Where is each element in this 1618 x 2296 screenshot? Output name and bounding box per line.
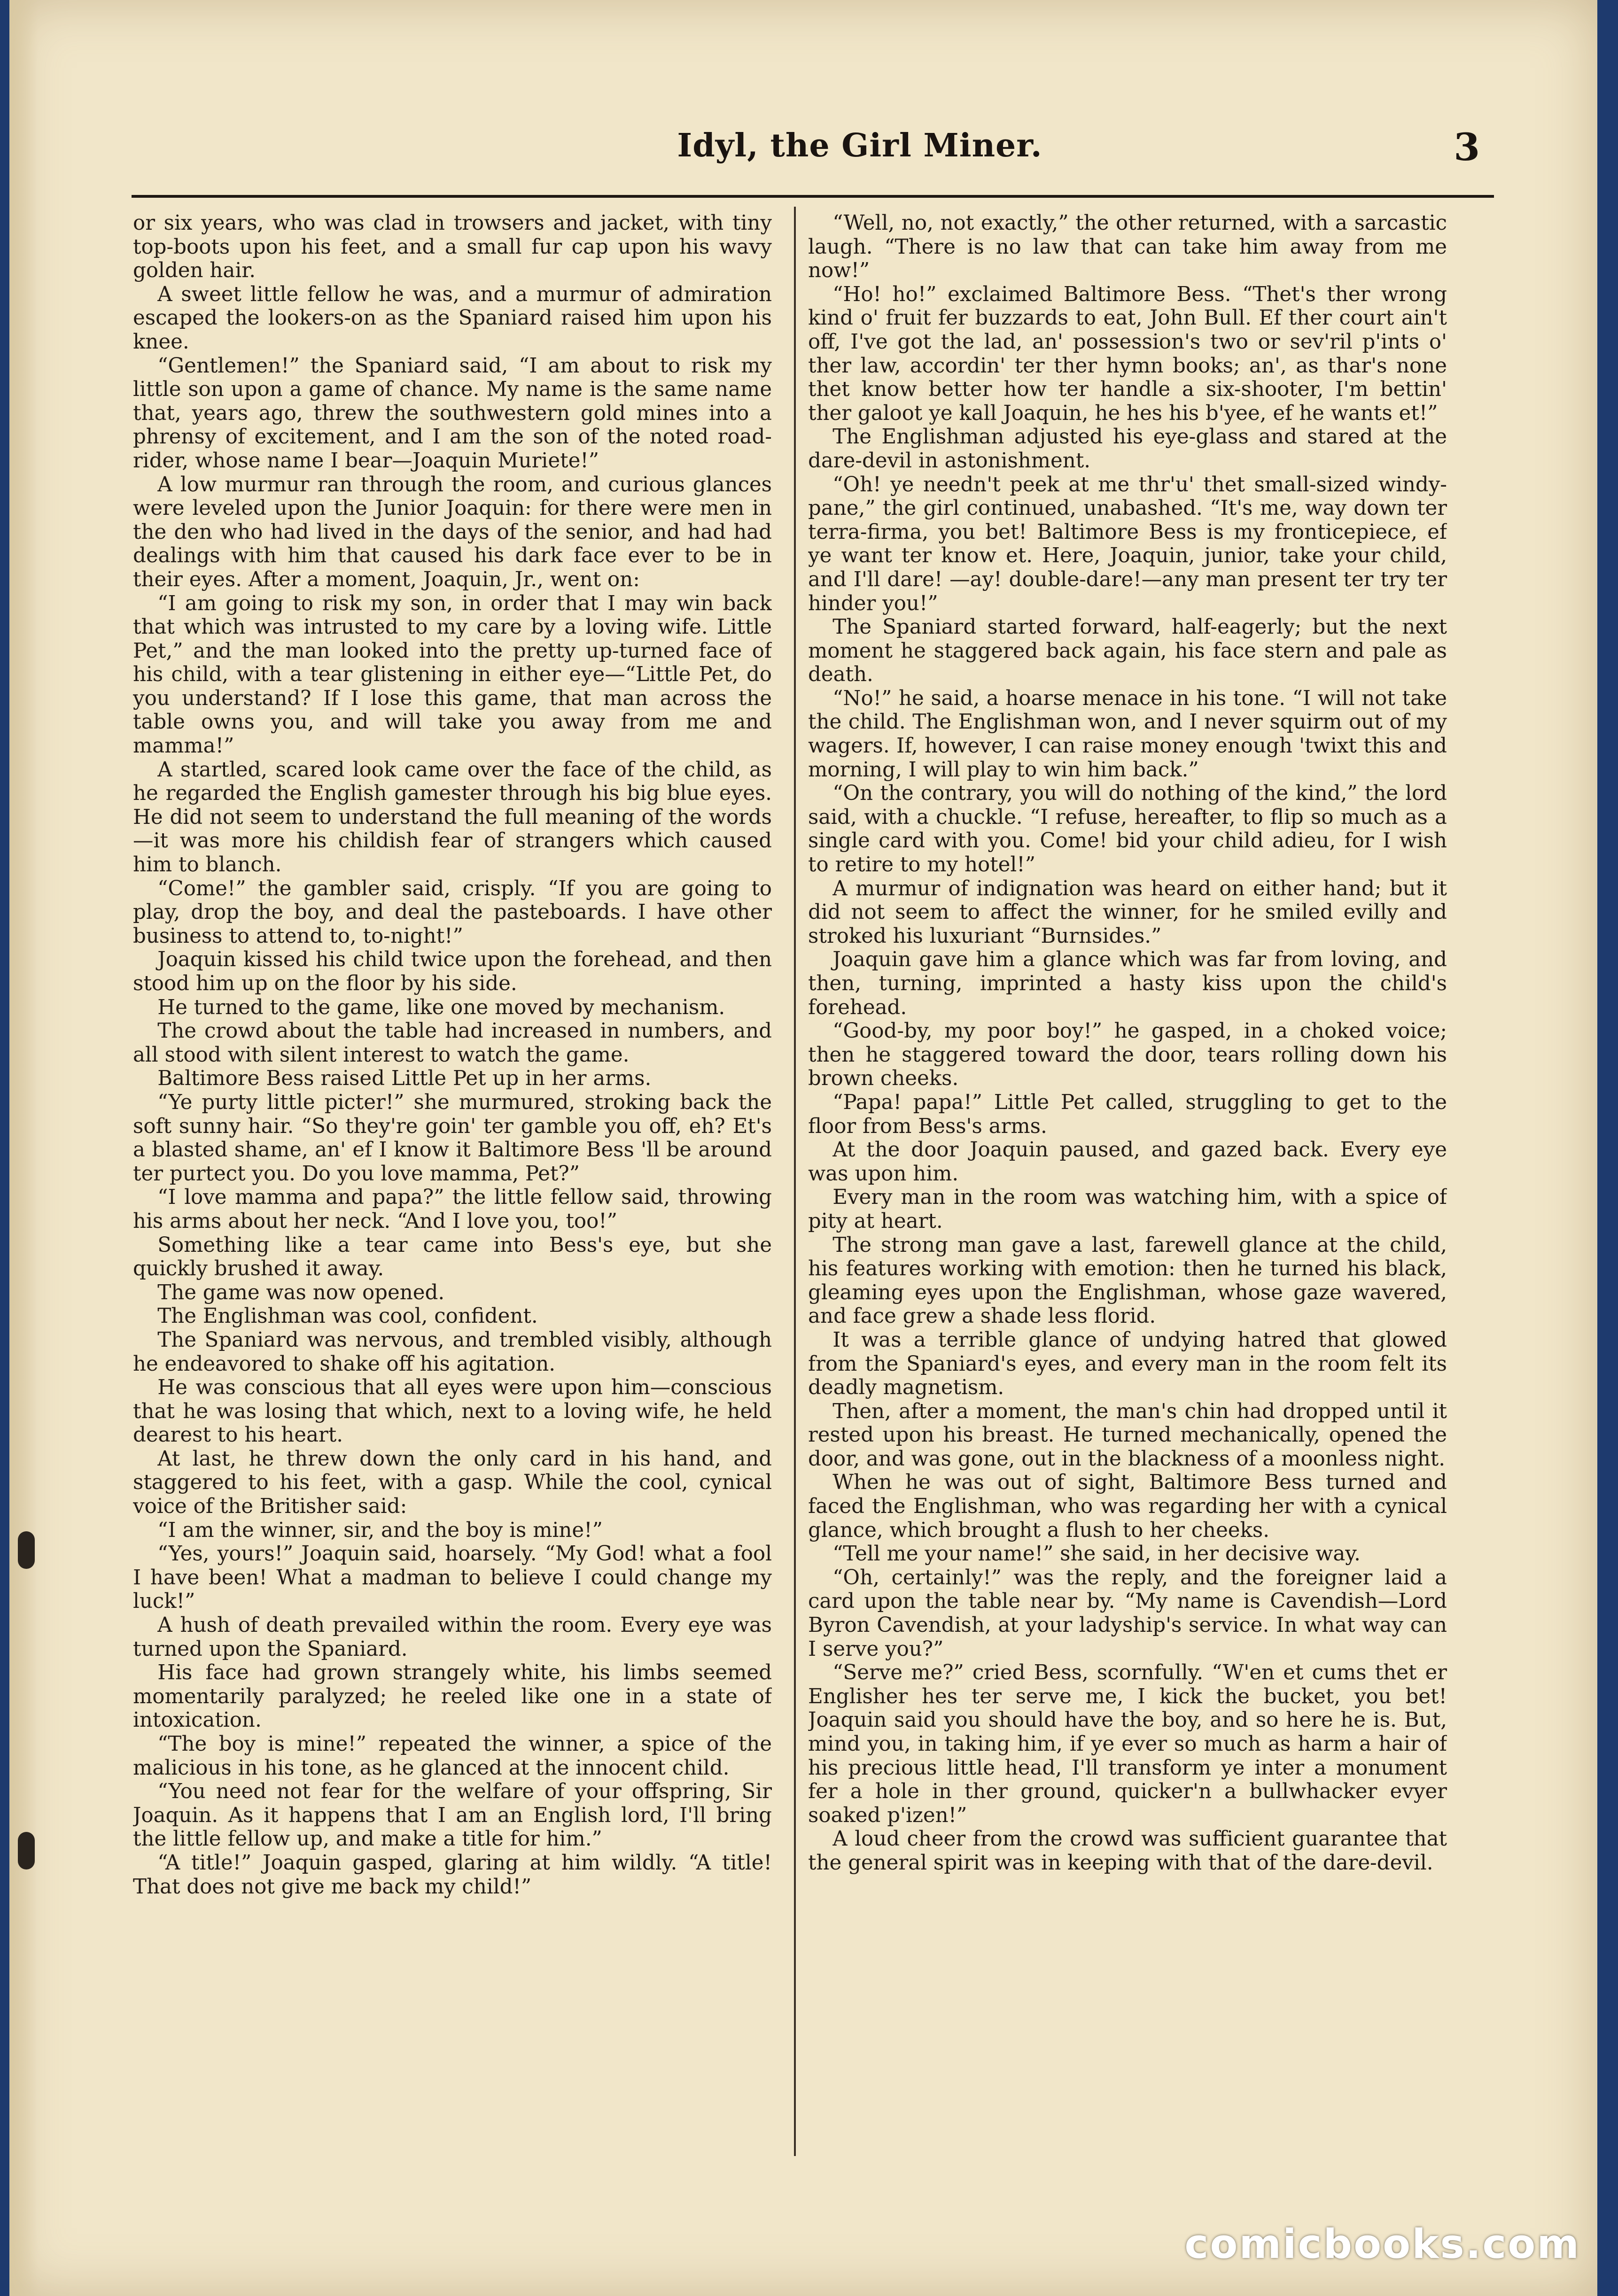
paragraph: “I am the winner, sir, and the boy is mine!” bbox=[157, 1518, 603, 1542]
paragraph: He was conscious that all eyes were upon him—conscious that he was losing that which, next to a loving wife, he held dearest to his heart. bbox=[133, 1376, 772, 1447]
paragraph: “Yes, yours!” Joaquin said, hoarsely. “My God! what a fool I have been! What a madman to believe I could change my luck!” bbox=[133, 1542, 772, 1613]
paragraph: Every man in the room was watching him, with a spice of pity at heart. bbox=[808, 1186, 1447, 1233]
paragraph: “A title!” Joaquin gasped, glaring at him wildly. “A title! That does not give me back my child!” bbox=[133, 1851, 772, 1899]
paragraph: At last, he threw down the only card in his hand, and staggered to his feet, with a gasp. While the cool, cynical voice of the Britisher said: bbox=[133, 1447, 772, 1519]
paragraph: “You need not fear for the welfare of your offspring, Sir Joaquin. As it happens that I am an English lord, I'll bring the little fellow up, and make a title for him.” bbox=[133, 1780, 772, 1851]
paragraph: The Englishman was cool, confident. bbox=[157, 1304, 538, 1328]
paragraph: Joaquin gave him a glance which was far from loving, and then, turning, imprinted a hasty kiss upon the child's forehead. bbox=[808, 948, 1447, 1019]
paragraph: “On the contrary, you will do nothing of the kind,” the lord said, with a chuckle. “I refuse, hereafter, to flip so much as a single card with you. Come! bid your child adieu, for I wish to retire to my hotel!” bbox=[808, 782, 1447, 877]
paragraph: “I am going to risk my son, in order that I may win back that which was intrusted to my care by a loving wife. Little Pet,” and the man looked into the pretty up-turned face of his child, with a tear glistening in either eye—“Little Pet, do you understand? If I lose this game, that man across the table owns you, and will take you away from me and mamma!” bbox=[133, 591, 772, 758]
paragraph: “Gentlemen!” the Spaniard said, “I am about to risk my little son upon a game of chance. My name is the same name that, years ago, threw the southwestern gold mines into a phrensy of excitement, and I am the son of the noted road-rider, whose name I bear—Joaquin Muriete!” bbox=[133, 354, 772, 473]
paragraph: Joaquin kissed his child twice upon the forehead, and then stood him up on the floor by his side. bbox=[133, 948, 772, 995]
page-edge bbox=[9, 0, 38, 2296]
paragraph: His face had grown strangely white, his limbs seemed momentarily paralyzed; he reeled like one in a state of intoxication. bbox=[133, 1661, 772, 1732]
paragraph: “Oh, certainly!” was the reply, and the foreigner laid a card upon the table near by. “My name is Cavendish—Lord Byron Cavendish, at your ladyship's service. In what way can I serve you?” bbox=[808, 1566, 1447, 1661]
paragraph: A loud cheer from the crowd was sufficient guarantee that the general spirit was in keeping with that of the dare-devil. bbox=[808, 1827, 1447, 1875]
paragraph: A murmur of indignation was heard on either hand; but it did not seem to affect the winner, for he smiled evilly and stroked his luxuriant “Burnsides.” bbox=[808, 877, 1447, 948]
header-rule bbox=[132, 195, 1494, 198]
paragraph: The Spaniard started forward, half-eagerly; but the next moment he staggered back again, his face stern and pale as death. bbox=[808, 615, 1447, 687]
paragraph: “Come!” the gambler said, crisply. “If you are going to play, drop the boy, and deal the pasteboards. I have other business to attend to, to-night!” bbox=[133, 877, 772, 948]
paragraph: “Ye purty little picter!” she murmured, stroking back the soft sunny hair. “So they're goin' ter gamble you off, eh? Et's a blasted shame, an' ef I know it Baltimore Bess 'll be around ter purtect you. Do you love mamma, Pet?” bbox=[133, 1090, 772, 1186]
right-column bbox=[808, 211, 1447, 2161]
binding-hole bbox=[18, 1531, 35, 1569]
paragraph: “The boy is mine!” repeated the winner, a spice of the malicious in his tone, as he glanced at the innocent child. bbox=[133, 1732, 772, 1780]
paragraph: “Good-by, my poor boy!” he gasped, in a choked voice; then he staggered toward the door, tears rolling down his brown cheeks. bbox=[808, 1019, 1447, 1091]
paragraph: When he was out of sight, Baltimore Bess turned and faced the Englishman, who was regarding her with a cynical glance, which brought a flush to her cheeks. bbox=[808, 1471, 1447, 1542]
page-header bbox=[132, 127, 1494, 178]
paragraph: “No!” he said, a hoarse menace in his tone. “I will not take the child. The Englishman won, and I never squirm out of my wagers. If, however, I can raise money enough 'twixt this and morning, I will play to win him back.” bbox=[808, 686, 1447, 782]
paragraph: “Ho! ho!” exclaimed Baltimore Bess. “Thet's ther wrong kind o' fruit fer buzzards to eat, John Bull. Ef ther court ain't off, I've got the lad, an' possession's two or sev'ril p'ints o' ther law, accordin' ter ther hymn books; an', as thar's none thet know better how ter handle a six-shooter, I'm bettin' ther galoot ye kall Joaquin, he hes his b'yee, ef he wants et!” bbox=[808, 282, 1447, 425]
paragraph: “I love mamma and papa?” the little fellow said, throwing his arms about her neck. “And I love you, too!” bbox=[133, 1186, 772, 1233]
paragraph: “Tell me your name!” she said, in her decisive way. bbox=[832, 1542, 1361, 1566]
paragraph: “Serve me?” cried Bess, scornfully. “W'en et cums thet er Englisher hes ter serve me, I kick the bucket, you bet! Joaquin said you should have the boy, and so here he is. But, mind you, in taking him, if ye ever so much as harm a hair of his precious little head, I'll transform ye inter a monument fer a hole in ther ground, quicker'n a bullwhacker evyer soaked p'izen!” bbox=[808, 1661, 1447, 1827]
paragraph: The game was now opened. bbox=[157, 1280, 445, 1304]
paragraph: A hush of death prevailed within the room. Every eye was turned upon the Spaniard. bbox=[133, 1613, 772, 1661]
binding-hole bbox=[18, 1832, 35, 1869]
left-column bbox=[133, 211, 772, 2161]
watermark: comicbooks.com bbox=[1184, 2221, 1580, 2268]
paragraph: The strong man gave a last, farewell glance at the child, his features working with emotion: then he turned his black, gleaming eyes upon the Englishman, whose gaze wavered, and face grew a shade less florid. bbox=[808, 1233, 1447, 1328]
paragraph: Something like a tear came into Bess's eye, but she quickly brushed it away. bbox=[133, 1233, 772, 1281]
paragraph: “Papa! papa!” Little Pet called, struggling to get to the floor from Bess's arms. bbox=[808, 1090, 1447, 1138]
paragraph: At the door Joaquin paused, and gazed back. Every eye was upon him. bbox=[808, 1138, 1447, 1186]
paragraph: A sweet little fellow he was, and a murmur of admiration escaped the lookers-on as the Spaniard raised him upon his knee. bbox=[133, 282, 772, 354]
paragraph: “Oh! ye needn't peek at me thr'u' thet small-sized windy-pane,” the girl continued, unabashed. “It's me, way down ter terra-firma, you bet! Baltimore Bess is my fronticepiece, ef ye want ter know et. Here, Joaquin, junior, take your child, and I'll dare! —ay! double-dare!—any man present ter try ter hinder you!” bbox=[808, 473, 1447, 615]
paragraph: or six years, who was clad in trowsers and jacket, with tiny top-boots upon his feet, and a small fur cap upon his wavy golden hair. bbox=[133, 211, 772, 283]
paragraph: The Spaniard was nervous, and trembled visibly, although he endeavored to shake off his agitation. bbox=[133, 1328, 772, 1376]
paragraph: “Well, no, not exactly,” the other returned, with a sarcastic laugh. “There is no law that can take him away from me now!” bbox=[808, 211, 1447, 283]
paragraph: A startled, scared look came over the face of the child, as he regarded the English gamester through his big blue eyes. He did not seem to understand the full meaning of the words—it was more his childish fear of strangers which caused him to blanch. bbox=[133, 758, 772, 877]
page-number: 3 bbox=[1454, 125, 1480, 169]
paragraph: It was a terrible glance of undying hatred that glowed from the Spaniard's eyes, and every man in the room felt its deadly magnetism. bbox=[808, 1328, 1447, 1400]
paragraph: Then, after a moment, the man's chin had dropped until it rested upon his breast. He turned mechanically, opened the door, and was gone, out in the blackness of a moonless night. bbox=[808, 1399, 1447, 1471]
paragraph: The Englishman adjusted his eye-glass and stared at the dare-devil in astonishment. bbox=[808, 425, 1447, 473]
page-title: Idyl, the Girl Miner. bbox=[677, 127, 1042, 164]
paragraph: Baltimore Bess raised Little Pet up in her arms. bbox=[157, 1067, 652, 1091]
paragraph: The crowd about the table had increased in numbers, and all stood with silent interest to watch the game. bbox=[133, 1019, 772, 1067]
paragraph: A low murmur ran through the room, and curious glances were leveled upon the Junior Joaquin: for there were men in the den who had lived in the days of the senior, and had had dealings with him that caused his dark face ever to be in their eyes. After a moment, Joaquin, Jr., went on: bbox=[133, 473, 772, 591]
paragraph: He turned to the game, like one moved by mechanism. bbox=[157, 995, 725, 1019]
column-divider bbox=[794, 207, 796, 2156]
